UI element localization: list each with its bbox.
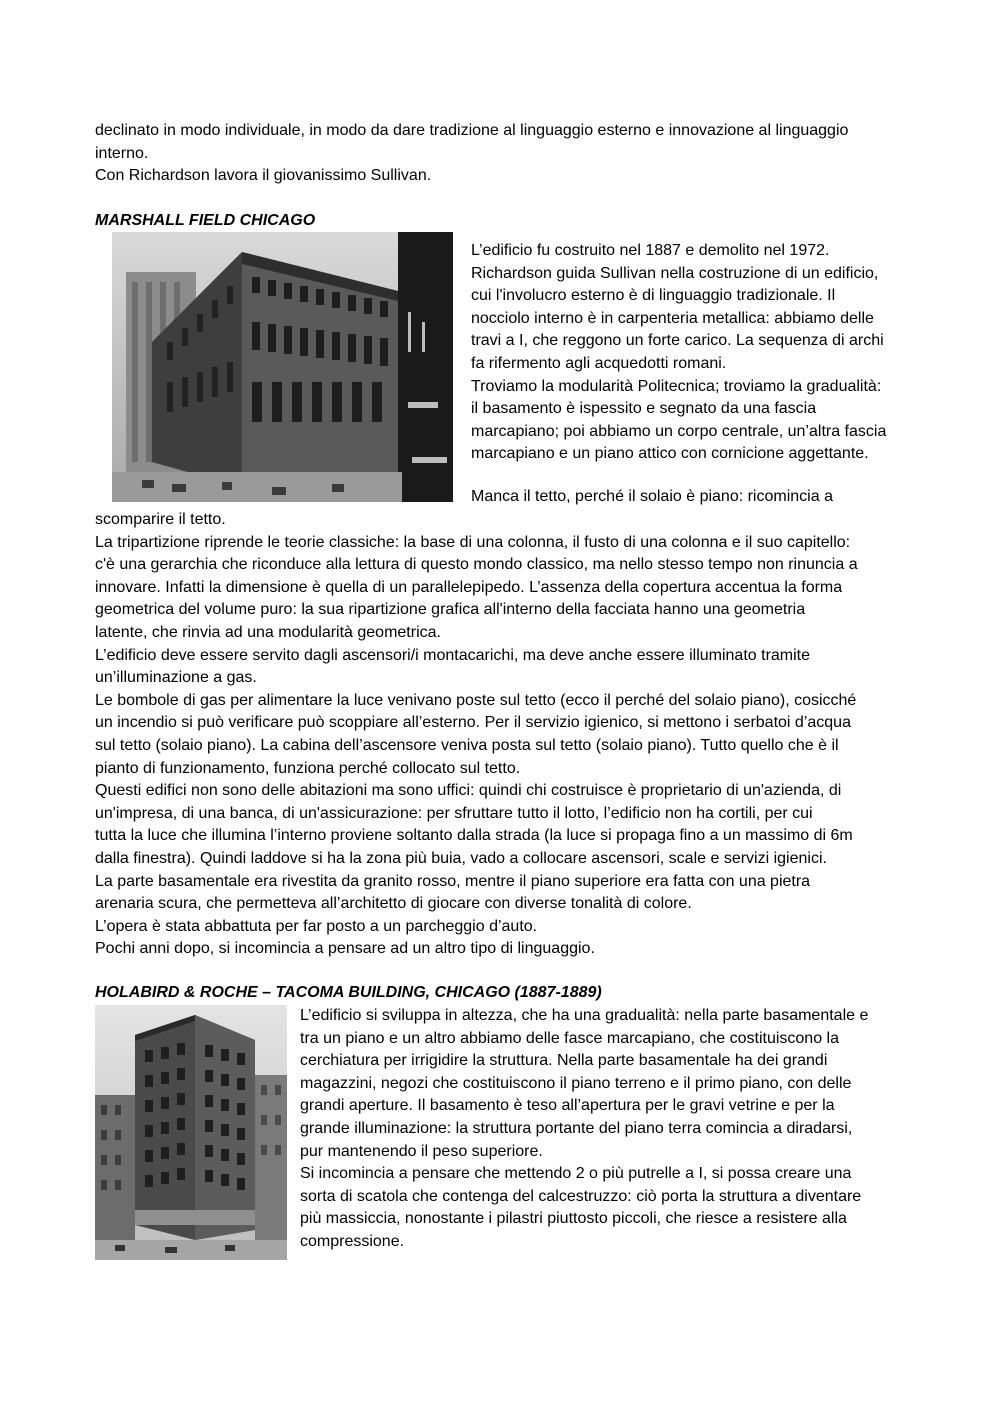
side-line: Si incomincia a pensare che mettendo 2 o più putrelle a I, si possa creare una <box>300 1165 852 1183</box>
section-heading-tacoma: HOLABIRD & ROCHE – TACOMA BUILDING, CHICAGO (1887-1889) <box>95 984 602 1001</box>
side-line: compressione. <box>300 1232 405 1250</box>
side-line: cerchiatura per irrigidire la struttura. Nella parte basamentale ha dei grandi <box>300 1052 828 1070</box>
body-line: un incendio si può verificare può scoppiare all’esterno. Per il servizio igienico, si mettono i serbatoi d’acqua <box>95 714 851 732</box>
body-line: geometrica del volume puro: la sua ripartizione grafica all'interno della facciata hanno una geometria <box>95 601 806 619</box>
body-line: La parte basamentale era rivestita da granito rosso, mentre il piano superiore era fatta con una pietra <box>95 872 811 890</box>
body-line: L’opera è stata abbattuta per far posto a un parcheggio d’auto. <box>95 917 538 935</box>
intro-line: interno. <box>95 144 149 162</box>
side-line: nocciolo interno è in carpenteria metallica: abbiamo delle <box>471 309 874 327</box>
side-line: L’edificio si sviluppa in altezza, che ha una gradualità: nella parte basamentale e <box>300 1007 869 1024</box>
body-line: sul tetto (solaio piano). La cabina dell’ascensore veniva posta sul tetto (solaio piano). Tutto quello che è il <box>95 736 839 754</box>
side-line: L’edificio fu costruito nel 1887 e demolito nel 1972. <box>471 242 830 259</box>
body-line: scomparire il tetto. <box>95 511 226 528</box>
marshall-field-continuation: Manca il tetto, perché il solaio è piano: ricomincia a <box>471 488 833 505</box>
side-line: marcapiano e un piano attico con cornicione aggettante. <box>471 445 869 463</box>
side-line: grandi aperture. Il basamento è teso all’apertura per le gravi vetrine e per la <box>300 1097 835 1115</box>
body-line: Questi edifici non sono delle abitazioni ma sono uffici: quindi chi costruisce è proprietario di un'azienda, di <box>95 782 842 800</box>
body-line: un’illuminazione a gas. <box>95 669 257 687</box>
body-line: c'è una gerarchia che riconduce alla lettura di questo mondo classico, ma nello stesso tempo non rinuncia a <box>95 556 858 574</box>
side-line: marcapiano; poi abbiamo un corpo centrale, un’altra fascia <box>471 422 887 440</box>
body-line: dalla finestra). Quindi laddove si ha la zona più buia, vado a collocare ascensori, scale e servizi igienici. <box>95 849 827 867</box>
body-line: innovare. Infatti la dimensione è quella di un parallelepipedo. L’assenza della copertura accentua la forma <box>95 578 843 596</box>
body-line: Le bombole di gas per alimentare la luce venivano poste sul tetto (ecco il perché del solaio piano), cosicché <box>95 691 857 709</box>
side-line: Richardson guida Sullivan nella costruzione di un edificio, <box>471 264 879 282</box>
marshall-field-side-text <box>471 240 921 466</box>
intro-line: declinato in modo individuale, in modo da dare tradizione al linguaggio esterno e innovazione al linguaggio <box>95 122 849 139</box>
tacoma-side-text <box>300 1005 920 1254</box>
intro-line: Con Richardson lavora il giovanissimo Sullivan. <box>95 167 432 185</box>
side-line: magazzini, negozi che costituiscono il piano terreno e il primo piano, con delle <box>300 1074 852 1092</box>
body-line: latente, che rinvia ad una modularità geometrica. <box>95 623 441 641</box>
body-line: arenaria scura, che permetteva all’architetto di giocare con diverse tonalità di colore. <box>95 895 692 913</box>
body-line: Pochi anni dopo, si incomincia a pensare ad un altro tipo di linguaggio. <box>95 940 595 958</box>
body-line: L’edificio deve essere servito dagli ascensori/i montacarichi, ma deve anche essere illuminato tramite <box>95 646 811 664</box>
marshall-field-body <box>95 509 910 961</box>
side-line: pur mantenendo il peso superiore. <box>300 1142 543 1160</box>
side-line: travi a I, che reggono un forte carico. La sequenza di archi <box>471 332 884 350</box>
side-line: sorta di scatola che contenga del calcestruzzo: ciò porta la struttura a diventare <box>300 1187 862 1205</box>
side-line: fa rifermento agli acquedotti romani. <box>471 354 727 372</box>
side-line: il basamento è ispessito e segnato da una fascia <box>471 400 817 418</box>
side-line: tra un piano e un altro abbiamo delle fasce marcapiano, che costituiscono la <box>300 1029 839 1047</box>
side-line: grande illuminazione: la struttura portante del piano terra comincia a diradarsi, <box>300 1119 853 1137</box>
body-line: La tripartizione riprende le teorie classiche: la base di una colonna, il fusto di una colonna e il suo capitello: <box>95 533 851 551</box>
marshall-field-photo <box>112 232 453 502</box>
body-line: pianto di funzionamento, funziona perché collocato sul tetto. <box>95 759 521 777</box>
intro-paragraph <box>95 120 910 188</box>
side-line: Troviamo la modularità Politecnica; troviamo la gradualità: <box>471 377 882 395</box>
side-line: cui l'involucro esterno è di linguaggio tradizionale. Il <box>471 287 836 305</box>
body-line: tutta la luce che illumina l’interno proviene soltanto dalla strada (la luce si propaga fino a un massimo di 6m <box>95 827 853 845</box>
tacoma-building-photo <box>95 1005 287 1260</box>
body-line: un'impresa, di una banca, di un'assicurazione: per sfruttare tutto il lotto, l’edificio non ha cortili, per cui <box>95 804 813 822</box>
side-line: più massiccia, nonostante i pilastri piuttosto piccoli, che riesce a resistere alla <box>300 1210 847 1228</box>
section-heading-marshall-field: MARSHALL FIELD CHICAGO <box>95 212 316 229</box>
